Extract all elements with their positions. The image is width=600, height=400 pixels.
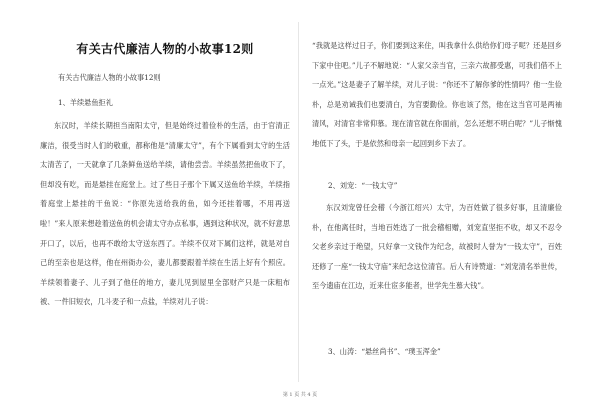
page-footer: 第 1 页 共 4 页 [282,392,318,398]
section-1-paragraph-continued: “我就是这样过日子，你们要到这来住，叫我拿什么供给你们母子呢？还是回乡下家中住吧。”儿子不解地说：“人家父亲当官，三亲六故都受惠，可我们借不上一点光。”这是妻子了解羊续，对儿子说：“你还不了解你爹的性情吗？他一生俭朴，总是劝诫我们也要清白，为官要勤俭。你也该了然，他在这当官可是两袖清风，对清官非常仰慕。现在清官就在你面前，怎么还想不明白呢？”儿子惭愧地低下了头，于是依然和母亲一起回到乡下去了。 [312,41,562,148]
section-heading-2: 2、刘宠：“一钱太守” [328,181,398,190]
document-subtitle: 有关古代廉洁人物的小故事12则 [58,73,161,82]
section-heading-1: 1、羊续悬鱼拒礼 [58,98,113,107]
document-title: 有关古代廉洁人物的小故事12则 [76,42,254,56]
section-2-paragraph: 东汉刘宠曾任会稽（今浙江绍兴）太守，为百姓做了很多好事，且清廉俭朴，在他离任时，当地百姓选了一批会稽相赠，刘宠直坚拒不收，却又不忍令父老乡亲过于绝望，只好拿一文钱作为纪念，故被时人誉为“一钱太守”，百姓还修了一座“一钱太守庙”来纪念这位清官。后人有诗赞道：“刘宠清名举世传，至今遗庙在江边，近来仕宦多能者，世学先生慕大钱”。 [312,203,562,291]
column-divider [298,22,299,382]
section-1-paragraph: 东汉时，羊续长期担当南阳太守，但是始终过着俭朴的生活，由于官清正廉洁，很受当时人们的敬重，都称他是“清廉太守”，有个下属看到太守的生活太清苦了，一天就拿了几条鲜鱼送给羊续，请他尝尝。羊续虽然把鱼收下了，但却没有吃，而是悬挂在庭堂上。过了些日子那个下属又送鱼给羊续，羊续指着庭堂上悬挂的干鱼说：“你原先送给我的鱼，如今还挂着哪，不用再送啦！”来人原来想趁着送鱼的机会请太守办点私事，遇到这种状况，就不好意思开口了，以后，也再不敢给太守送东西了。羊续不仅对下属们这样，就是对自己的至亲也是这样，他在州衙办公，妻儿都要跟着羊续在生活上好有个照应。羊续领着妻子、儿子到了他任的地方，妻儿见到屋里全部财产只是一床粗布被、一件旧短衣，几斗麦子和一点盐，羊续对儿子说： [40,121,290,307]
section-heading-3: 3、山涛：“悬丝尚书”、“璞玉浑金” [328,347,441,356]
